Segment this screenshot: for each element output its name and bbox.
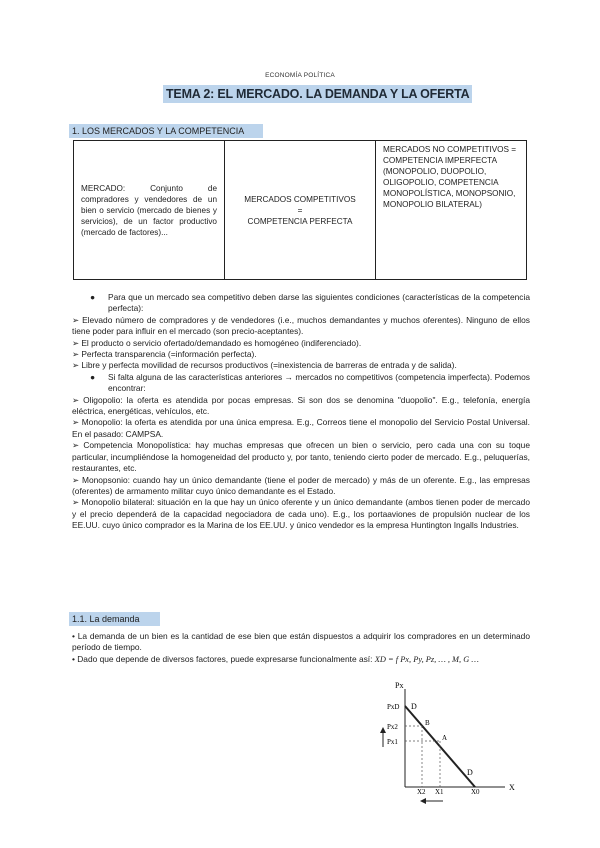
competitive-markets-cell [225,141,376,280]
demand-formula: XD = f Px, Py, Pz, … , M, G … [374,654,479,664]
demand-block [72,631,530,665]
x-axis-label: X [509,783,515,792]
list-item: ➢ Monopsonio: cuando hay un único demandante (tiene el poder de mercado) y más de un oferente. E.g., las empresas (oferentes) de armamento militar cuyo único demandante es el Estado. [72,474,530,496]
paragraph-text: • Dado que depende de diversos factores, puede expresarse funcionalmente así: [72,653,375,664]
price-label-1: Px1 [387,738,398,746]
course-header: ECONOMÍA POLÍTICA [265,72,335,79]
non-competitive-markets-cell: MERCADOS NO COMPETITIVOS = COMPETENCIA IMPERFECTA (MONOPOLIO, DUOPOLIO, OLIGOPOLIO, COMPETENCIA MONOPOLÍSTICA, MONOPSONIO, MONOPOLIO BILATERAL) [376,141,527,280]
up-arrow-icon [380,727,386,747]
conditions-block [72,292,530,532]
section-heading: 1. LOS MERCADOS Y LA COMPETENCIA [69,124,263,138]
quantity-label-0: X0 [471,788,480,796]
point-d-bottom: D [467,768,473,777]
point-d-top: D [411,702,417,711]
paragraph: • La demanda de un bien es la cantidad de ese bien que están dispuestos a adquirir los compradores en un determinado período de tiempo. [72,631,530,653]
list-item: ➢ Oligopolio: la oferta es atendida por pocas empresas. Si son dos se denomina "duopolio". E.g., telefonía, energía eléctrica, energéticas, vehículos, etc. [72,394,530,417]
point-b: B [425,719,430,727]
list-item: ➢ Competencia Monopolística: hay muchas empresas que ofrecen un bien o servicio, pero cada una con su toque particular, incumpliéndose la homogeneidad del producto y, por tanto, teniendo cierto poder de mercado. E.g., peluquerías, restaurantes, etc. [72,440,530,474]
list-item: ➢ Perfecta transparencia (=información perfecta). [72,349,257,360]
list-item: ➢ Elevado número de compradores y de vendedores (i.e., muchos demandantes y muchos oferentes). Ninguno de ellos tiene poder para influir en el mercado (son precio-aceptantes). [72,314,530,337]
list-item: ➢ Libre y perfecta movilidad de recursos productivos (=inexistencia de barreras de entrada y de salida). [72,360,457,371]
paragraph-text: Si falta alguna de las características anteriores → mercados no competitivos (competencia imperfecta). Podemos encontrar: [108,371,530,394]
list-item: ➢ El producto o servicio ofertado/demandado es homogéneo (indiferenciado). [72,337,362,348]
left-arrow-icon [420,798,443,804]
list-item: ➢ Monopolio bilateral: situación en la que hay un único oferente y un único demandante (ambos tienen poder de mercado y el precio dependerá de la capacidad negociadora de cada uno). E.g., los portaaviones de propulsión nuclear de los EE.UU. cuyo único comprador es la Marina de los EE.UU. y único vendedor es la empresa Huntington Ingalls Industries. [72,497,530,531]
demand-graph [375,675,525,805]
price-label-d: PxD [387,703,400,711]
quantity-label-2: X2 [417,788,426,796]
equals-sign: = [297,205,303,215]
price-label-2: Px2 [387,723,398,731]
market-definition-cell: MERCADO: Conjunto de compradores y vendedores de un bien o servicio (mercado de bienes y servicios), de un factor productivo (mercado de factores)... [74,141,225,280]
bullet-icon: ● [90,371,96,382]
market-table [73,140,527,280]
list-item [72,292,530,315]
perfect-competition-label: COMPETENCIA PERFECTA [247,216,353,226]
list-item: ➢ Monopolio: la oferta es atendida por una única empresa. E.g., Correos tiene el monopolio del Servicio Postal Universal. En el pasado: CAMPSA. [72,417,530,439]
paragraph [72,654,530,665]
list-item [72,372,530,395]
quantity-label-1: X1 [435,788,444,796]
bullet-icon: ● [90,292,96,302]
y-axis-label: Px [395,681,404,690]
page-title: TEMA 2: EL MERCADO. LA DEMANDA Y LA OFERTA [163,85,472,103]
paragraph-text: Para que un mercado sea competitivo deben darse las siguientes condiciones (características de la competencia perfecta): [108,292,530,314]
point-a: A [442,734,448,742]
competitive-label: MERCADOS COMPETITIVOS [244,194,356,204]
subsection-heading: 1.1. La demanda [69,612,160,626]
